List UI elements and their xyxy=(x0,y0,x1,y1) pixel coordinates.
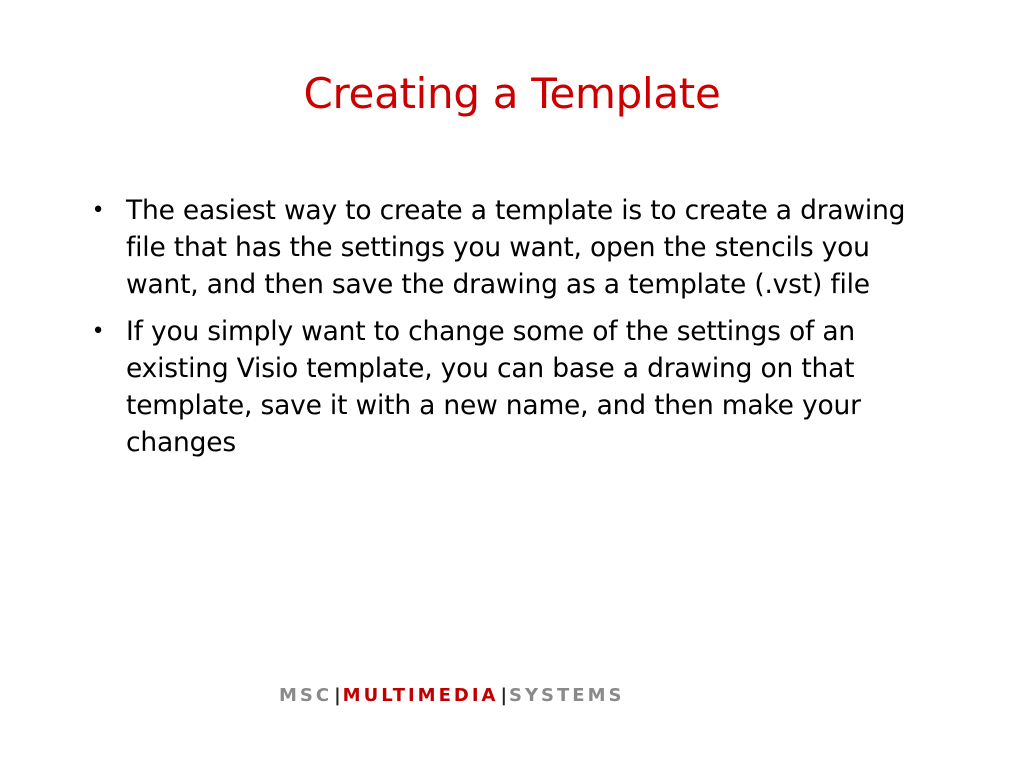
bullet-marker: • xyxy=(91,198,105,223)
bullet-text: If you simply want to change some of the settings of an existing Visio template, you can base a drawing on that template, save it with a new name, and then make your changes xyxy=(126,316,861,458)
logo-msc-text: MSC xyxy=(279,685,333,706)
slide-title: Creating a Template xyxy=(303,69,721,118)
bullet-marker: • xyxy=(91,319,105,344)
bullet-item xyxy=(88,192,938,303)
logo-separator: | xyxy=(500,685,508,706)
logo-systems-text: SYSTEMS xyxy=(509,685,625,706)
bullet-item xyxy=(88,313,938,461)
logo-multimedia-text: MULTIMEDIA xyxy=(342,685,499,706)
bullet-list xyxy=(88,192,938,471)
logo-separator: | xyxy=(334,685,341,706)
footer-logo xyxy=(279,683,739,709)
bullet-text: The easiest way to create a template is to create a drawing file that has the settings you want, open the stencils you want, and then save the drawing as a template (.vst) file xyxy=(126,195,906,300)
